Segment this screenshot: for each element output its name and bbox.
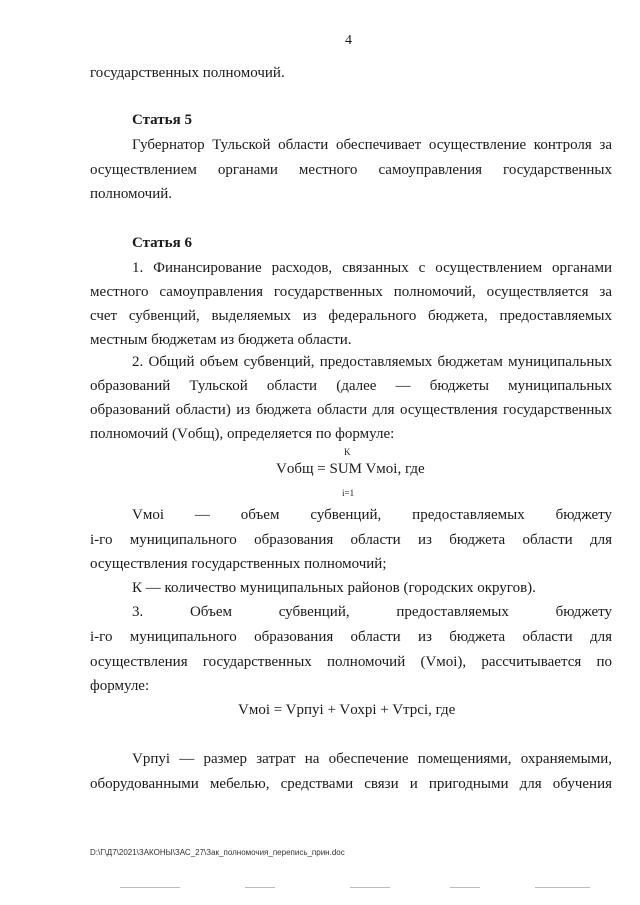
paragraph-line: местного самоуправления государственных полномочий, осуществляется за — [90, 284, 612, 300]
scan-artifact — [120, 887, 180, 888]
article-5-heading: Статья 5 — [132, 112, 192, 128]
paragraph-line: Губернатор Тульской области обеспечивает осуществление контроля за — [132, 137, 612, 153]
paragraph-line: счет субвенций, выделяемых из федерального бюджета, предоставляемых — [90, 308, 612, 324]
paragraph-line: образований области) из бюджета области для осуществления государственных — [90, 402, 612, 418]
paragraph-line: осуществления государственных полномочий (Vмоi), рассчитывается по — [90, 654, 612, 670]
formula-lower-limit: i=1 — [342, 488, 355, 498]
scan-artifact — [350, 887, 390, 888]
formula-total: Vобщ = SUM Vмоi, где — [276, 461, 425, 477]
paragraph-line: формуле: — [90, 678, 150, 694]
formula-upper-limit: K — [344, 447, 351, 457]
paragraph-line: образований Тульской области (далее — бюджеты муниципальных — [90, 378, 612, 394]
paragraph-line: Vмоi — объем субвенций, предоставляемых бюджету — [132, 507, 612, 523]
paragraph-line: 1. Финансирование расходов, связанных с осуществлением органами — [132, 260, 612, 276]
scan-artifact — [450, 887, 480, 888]
scan-artifact — [245, 887, 275, 888]
paragraph-line: полномочий (Vобщ), определяется по формуле: — [90, 426, 395, 442]
page-number: 4 — [345, 33, 352, 48]
paragraph-line: i-го муниципального образования области из бюджета области для — [90, 532, 612, 548]
paragraph-line: 2. Общий объем субвенций, предоставляемых бюджетам муниципальных — [132, 354, 612, 370]
paragraph-line: осуществлением органами местного самоуправления государственных — [90, 162, 612, 178]
formula-subvention: Vмоi = Vрпуi + Vохрi + Vтрсi, где — [238, 702, 456, 718]
article-6-heading: Статья 6 — [132, 235, 192, 251]
paragraph-line: осуществления государственных полномочий; — [90, 556, 387, 572]
paragraph-line: государственных полномочий. — [90, 65, 285, 81]
paragraph-line: местным бюджетам из бюджета области. — [90, 332, 352, 348]
scan-artifact — [535, 887, 590, 888]
paragraph-line: 3. Объем субвенций, предоставляемых бюджету — [132, 604, 612, 620]
paragraph-line: полномочий. — [90, 186, 173, 202]
paragraph-line: К — количество муниципальных районов (городских округов). — [132, 580, 536, 596]
footer-file-path: D:\Г\Д7\2021\ЗАКОНЫ\ЗАС_27\Зак_полномочия_перепись_прин.doc — [90, 848, 345, 857]
paragraph-line: Vрпуi — размер затрат на обеспечение помещениями, охраняемыми, — [132, 751, 612, 767]
paragraph-line: i-го муниципального образования области из бюджета области для — [90, 629, 612, 645]
paragraph-line: оборудованными мебелью, средствами связи и пригодными для обучения — [90, 776, 612, 792]
